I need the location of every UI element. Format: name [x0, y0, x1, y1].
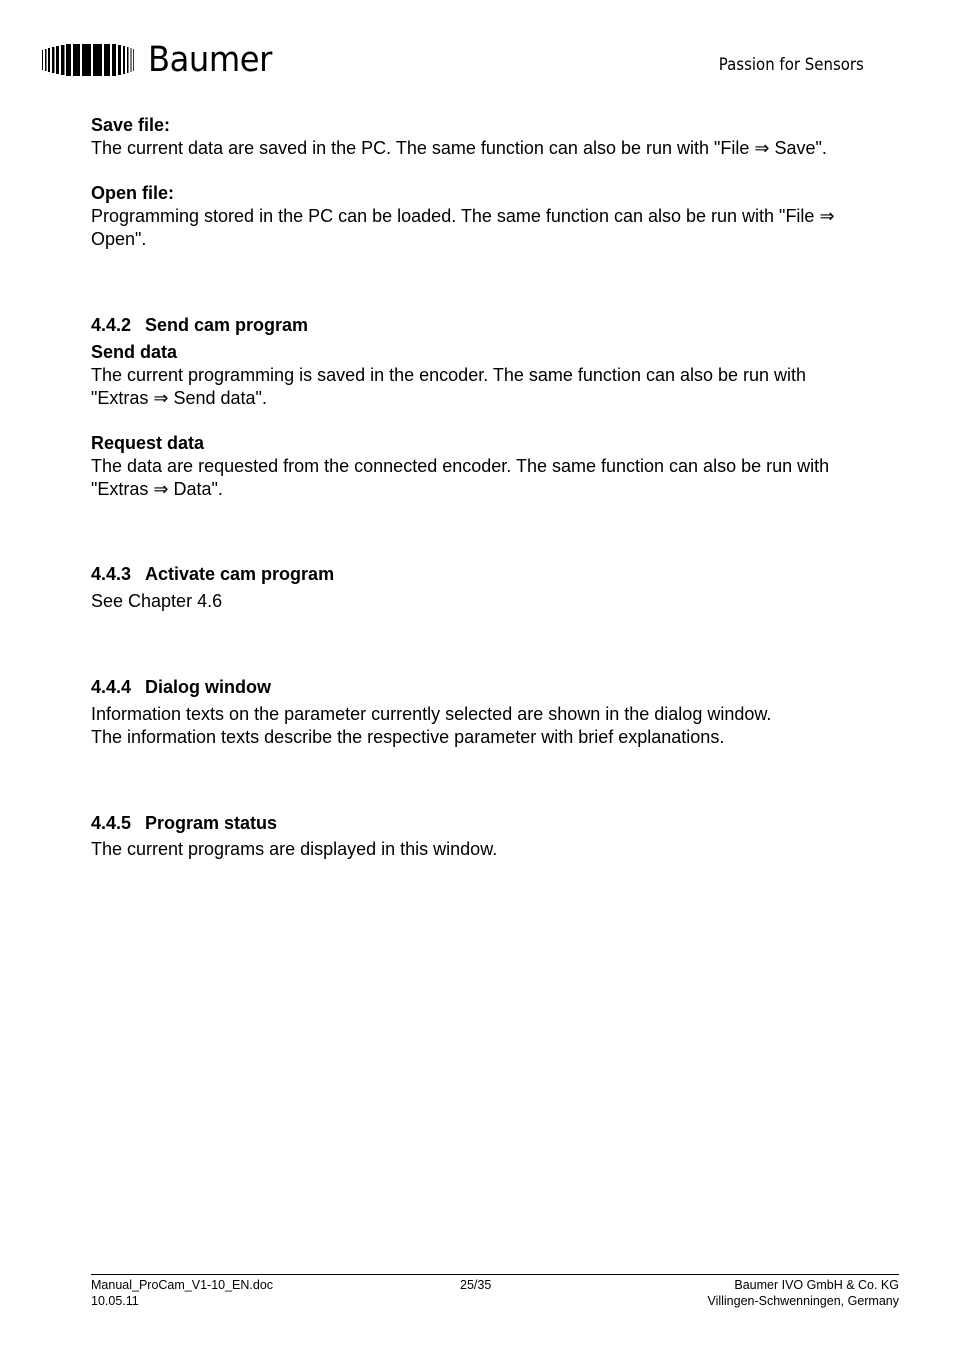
send-data-section: [91, 341, 911, 410]
dialog-window-text-line2: The information texts describe the respective parameter with brief explanations.: [91, 727, 725, 747]
footer-left: [91, 1277, 273, 1309]
save-file-label: Save file:: [91, 115, 171, 135]
section-heading-send-cam: [91, 314, 911, 337]
dialog-window-text-line1: Information texts on the parameter currently selected are shown in the dialog window.: [91, 704, 772, 724]
open-file-section: [91, 182, 911, 251]
section-heading-program-status: [91, 812, 911, 835]
page-footer: [91, 1274, 899, 1308]
dialog-window-text: [91, 703, 911, 749]
open-file-label: Open file:: [91, 183, 175, 203]
logo-mark-icon: [42, 44, 138, 76]
footer-filename: Manual_ProCam_V1-10_EN.doc: [91, 1278, 274, 1292]
section-heading-dialog-window: [91, 676, 911, 699]
section-title: Program status: [145, 813, 278, 833]
section-number: 4.4.3: [91, 564, 132, 584]
section-number: 4.4.4: [91, 677, 132, 697]
send-data-text-line2: "Extras ⇒ Send data".: [91, 388, 267, 408]
save-file-text: The current data are saved in the PC. The same function can also be run with "File ⇒ Save".: [91, 138, 827, 158]
open-file-text-line2: Open".: [91, 229, 147, 249]
open-file-text-line1: Programming stored in the PC can be loaded. The same function can also be run with "File ⇒: [91, 206, 835, 226]
footer-date: 10.05.11: [91, 1294, 139, 1308]
page-header: [0, 0, 954, 100]
section-title: Send cam program: [145, 315, 309, 335]
footer-page-number: 25/35: [460, 1278, 492, 1292]
send-data-label: Send data: [91, 342, 178, 362]
send-data-text-line1: The current programming is saved in the encoder. The same function can also be run with: [91, 365, 807, 385]
save-file-section: [91, 114, 911, 160]
section-title: Activate cam program: [145, 564, 335, 584]
brand-tagline: Passion for Sensors: [718, 55, 864, 75]
activate-cam-text: See Chapter 4.6: [91, 591, 223, 611]
section-number: 4.4.5: [91, 813, 132, 833]
request-data-section: [91, 432, 911, 501]
request-data-text-line2: "Extras ⇒ Data".: [91, 479, 223, 499]
section-heading-activate-cam: [91, 563, 911, 586]
brand-name: Baumer: [148, 40, 272, 80]
footer-location: Villingen-Schwenningen, Germany: [707, 1294, 899, 1308]
footer-right: [707, 1277, 899, 1309]
footer-company: Baumer IVO GmbH & Co. KG: [734, 1278, 899, 1292]
section-title: Dialog window: [145, 677, 271, 697]
program-status-text: The current programs are displayed in this window.: [91, 839, 498, 859]
request-data-text-line1: The data are requested from the connected encoder. The same function can also be run with: [91, 456, 830, 476]
section-number: 4.4.2: [91, 315, 132, 335]
request-data-label: Request data: [91, 433, 205, 453]
